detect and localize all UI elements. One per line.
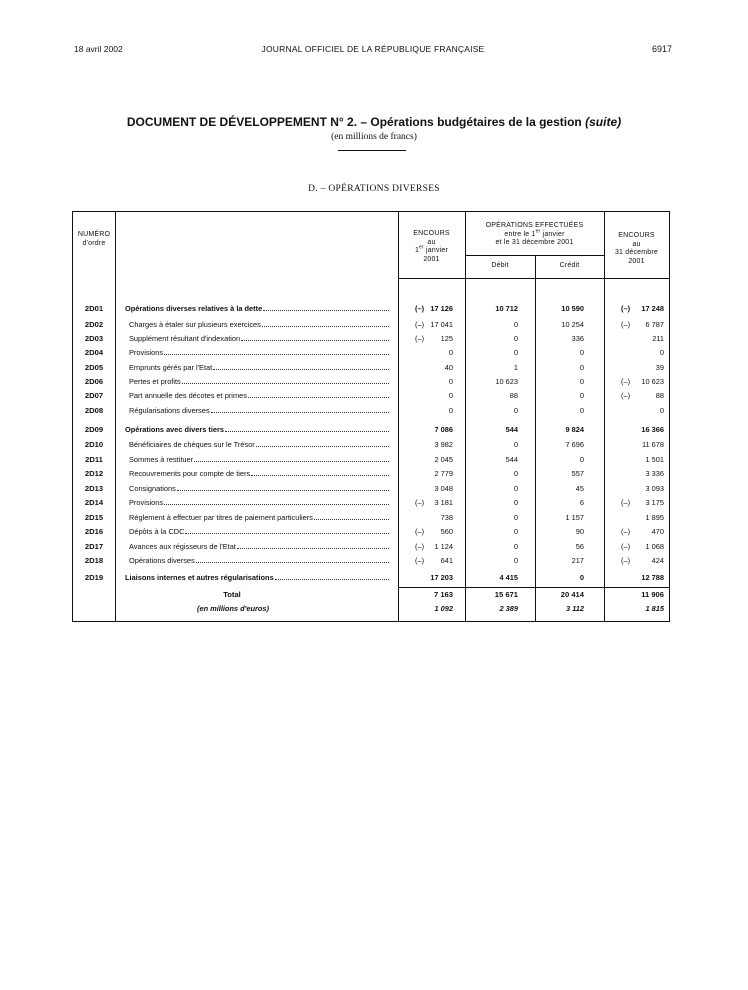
row-code: 2D07 [84, 391, 104, 400]
table-row [73, 360, 669, 374]
row-encours-fin: 1 068 [645, 542, 664, 551]
euro-label: (en millions d'euros) [197, 604, 269, 613]
row-code: 2D03 [84, 334, 104, 343]
table-row [73, 437, 669, 451]
row-code: 2D04 [84, 348, 104, 357]
euro-encours-debut: 1 092 [434, 604, 453, 613]
row-label: Sommes à restituer [129, 455, 389, 464]
row-label: Supplément résultant d'indexation [129, 334, 389, 343]
row-encours-fin: 3 336 [645, 469, 664, 478]
row-code: 2D05 [84, 363, 104, 372]
table-row [73, 481, 669, 495]
row-encours-fin: 1 501 [645, 455, 664, 464]
row-encours-debut: 2 045 [434, 455, 453, 464]
row-credit: 0 [579, 573, 584, 582]
row-code: 2D10 [84, 440, 104, 449]
row-encours-fin-sign: (–) [621, 304, 631, 313]
row-encours-fin: 11 678 [641, 440, 664, 449]
operations-table [72, 211, 670, 622]
row-debit: 10 623 [495, 377, 518, 386]
row-encours-debut: 738 [440, 513, 453, 522]
row-debit: 88 [509, 391, 518, 400]
unit-note: (en millions de francs) [331, 132, 417, 142]
row-encours-debut-sign: (–) [415, 304, 425, 313]
table-row [73, 345, 669, 359]
row-encours-fin: 6 787 [645, 320, 664, 329]
row-label: Dépôts à la CDC [129, 527, 389, 536]
row-label: Recouvrements pour compte de tiers [129, 469, 389, 478]
row-encours-fin-sign: (–) [621, 527, 631, 536]
row-code: 2D14 [84, 498, 104, 507]
row-encours-fin: 12 788 [641, 573, 664, 582]
row-credit: 56 [575, 542, 584, 551]
row-label: Part annuelle des décotes et primes [129, 391, 389, 400]
row-encours-fin: 1 895 [645, 513, 664, 522]
total-debit: 15 671 [494, 590, 518, 599]
row-code: 2D09 [84, 425, 104, 434]
table-row [73, 422, 669, 436]
table-row [73, 570, 669, 584]
header-rule [398, 278, 465, 279]
row-credit: 9 824 [565, 425, 584, 434]
table-row [73, 301, 669, 315]
header-numero: NUMÉRO d'ordre [77, 231, 111, 247]
row-debit: 10 712 [495, 304, 518, 313]
row-encours-debut: 17 041 [430, 320, 453, 329]
row-credit: 0 [579, 377, 584, 386]
row-encours-fin: 88 [655, 391, 664, 400]
page-number: 6917 [651, 44, 672, 54]
table-row [73, 452, 669, 466]
row-label: Avances aux régisseurs de l'Etat [129, 542, 389, 551]
row-encours-fin: 3 093 [645, 484, 664, 493]
row-credit: 10 590 [561, 304, 584, 313]
table-row [73, 331, 669, 345]
row-debit: 0 [513, 484, 518, 493]
row-encours-fin: 16 366 [641, 425, 664, 434]
row-encours-debut: 0 [448, 377, 453, 386]
document-title-suite: (suite) [585, 115, 622, 129]
row-label: Opérations diverses relatives à la dette [125, 304, 389, 313]
row-encours-fin: 17 248 [641, 304, 664, 313]
row-encours-debut: 560 [440, 527, 453, 536]
header-operations: OPÉRATIONS EFFECTUÉES entre le 1er janvier et le 31 décembre 2001 [485, 222, 584, 246]
row-encours-debut: 3 048 [434, 484, 453, 493]
table-row [73, 553, 669, 567]
row-label: Régularisations diverses [129, 406, 389, 415]
row-encours-debut: 17 126 [430, 304, 453, 313]
row-code: 2D12 [84, 469, 104, 478]
row-credit: 90 [575, 527, 584, 536]
row-encours-debut: 3 982 [434, 440, 453, 449]
row-encours-debut: 17 203 [430, 573, 453, 582]
row-label: Emprunts gérés par l'Etat [129, 363, 389, 372]
total-credit: 20 414 [560, 590, 584, 599]
row-encours-fin: 10 623 [641, 377, 664, 386]
row-encours-debut-sign: (–) [415, 556, 425, 565]
row-code: 2D06 [84, 377, 104, 386]
header-encours-fin: ENCOURS au 31 décembre 2001 [614, 232, 659, 265]
row-debit: 0 [513, 334, 518, 343]
row-encours-fin-sign: (–) [621, 391, 631, 400]
row-credit: 10 254 [561, 320, 584, 329]
row-encours-fin: 470 [651, 527, 664, 536]
running-header [74, 44, 672, 58]
row-encours-fin-sign: (–) [621, 320, 631, 329]
row-label: Règlement à effectuer par titres de paiement particuliers [129, 513, 389, 522]
header-encours-debut: ENCOURS au 1er janvier 2001 [413, 230, 450, 263]
row-encours-fin: 0 [659, 406, 664, 415]
row-encours-fin-sign: (–) [621, 498, 631, 507]
header-rule [465, 278, 604, 279]
total-encours-debut: 7 163 [433, 590, 453, 599]
row-credit: 0 [579, 363, 584, 372]
euro-credit: 3 112 [566, 604, 584, 613]
section-heading: D. – OPÉRATIONS DIVERSES [308, 184, 440, 194]
row-encours-debut: 7 086 [434, 425, 453, 434]
row-credit: 0 [579, 348, 584, 357]
document-title-main: DOCUMENT DE DÉVELOPPEMENT N° 2. – Opérations budgétaires de la gestion [126, 115, 582, 129]
row-code: 2D18 [84, 556, 104, 565]
row-encours-debut: 2 779 [434, 469, 453, 478]
row-label: Charges à étaler sur plusieurs exercices [129, 320, 389, 329]
row-debit: 0 [513, 406, 518, 415]
table-row [73, 466, 669, 480]
row-credit: 0 [579, 455, 584, 464]
table-row [73, 495, 669, 509]
header-credit: Crédit [559, 262, 580, 269]
row-code: 2D19 [84, 573, 104, 582]
table-row [73, 524, 669, 538]
row-encours-fin: 39 [655, 363, 664, 372]
row-code: 2D01 [84, 304, 104, 313]
issue-date: 18 avril 2002 [74, 44, 123, 54]
row-code: 2D17 [84, 542, 104, 551]
row-credit: 336 [571, 334, 584, 343]
row-label: Opérations avec divers tiers [125, 425, 389, 434]
row-label: Provisions [129, 498, 389, 507]
row-debit: 0 [513, 469, 518, 478]
row-debit: 4 415 [499, 573, 518, 582]
row-debit: 0 [513, 348, 518, 357]
row-encours-debut: 3 181 [434, 498, 453, 507]
euro-debit: 2 389 [499, 604, 518, 613]
row-encours-debut: 0 [448, 391, 453, 400]
row-credit: 217 [571, 556, 584, 565]
header-rule [604, 278, 669, 279]
row-encours-debut: 0 [448, 406, 453, 415]
row-debit: 0 [513, 513, 518, 522]
row-encours-fin-sign: (–) [621, 377, 631, 386]
row-debit: 0 [513, 556, 518, 565]
row-encours-debut: 1 124 [434, 542, 453, 551]
row-label: Consignations [129, 484, 389, 493]
row-encours-debut: 40 [444, 363, 453, 372]
row-credit: 6 [579, 498, 584, 507]
total-rule [398, 587, 669, 588]
header-debit: Débit [491, 262, 509, 269]
row-label: Pertes et profits [129, 377, 389, 386]
row-label: Bénéficiaires de chèques sur le Trésor [129, 440, 389, 449]
row-encours-fin: 424 [651, 556, 664, 565]
row-encours-debut-sign: (–) [415, 527, 425, 536]
header-rule [465, 255, 604, 256]
title-divider [338, 150, 406, 151]
table-row [73, 403, 669, 417]
row-credit: 557 [571, 469, 584, 478]
row-code: 2D08 [84, 406, 104, 415]
row-debit: 544 [505, 455, 518, 464]
row-code: 2D15 [84, 513, 104, 522]
row-encours-fin: 211 [652, 334, 664, 343]
row-credit: 0 [579, 406, 584, 415]
row-encours-debut: 0 [448, 348, 453, 357]
row-debit: 0 [513, 527, 518, 536]
row-encours-debut: 641 [440, 556, 453, 565]
row-credit: 7 696 [565, 440, 584, 449]
row-encours-fin-sign: (–) [621, 542, 631, 551]
table-row [73, 539, 669, 553]
row-code: 2D13 [84, 484, 104, 493]
row-encours-debut-sign: (–) [415, 320, 425, 329]
row-encours-fin: 0 [659, 348, 664, 357]
row-encours-fin: 3 175 [645, 498, 664, 507]
row-debit: 0 [513, 440, 518, 449]
row-debit: 0 [513, 320, 518, 329]
row-label: Opérations diverses [129, 556, 389, 565]
row-label: Provisions [129, 348, 389, 357]
row-encours-debut-sign: (–) [415, 498, 425, 507]
row-debit: 544 [505, 425, 518, 434]
row-encours-fin-sign: (–) [621, 556, 631, 565]
row-credit: 1 157 [565, 513, 584, 522]
table-row [73, 317, 669, 331]
document-title [60, 115, 688, 129]
row-debit: 1 [513, 363, 518, 372]
row-code: 2D02 [84, 320, 104, 329]
row-encours-debut: 125 [440, 334, 453, 343]
total-encours-fin: 11 906 [641, 590, 664, 599]
journal-title: JOURNAL OFFICIEL DE LA RÉPUBLIQUE FRANÇAISE [261, 44, 485, 54]
table-row [73, 510, 669, 524]
row-code: 2D16 [84, 527, 104, 536]
row-label: Liaisons internes et autres régularisations [125, 573, 389, 582]
row-encours-debut-sign: (–) [415, 542, 425, 551]
row-encours-debut-sign: (–) [415, 334, 425, 343]
total-label: Total [223, 590, 241, 599]
table-row [73, 374, 669, 388]
row-debit: 0 [513, 542, 518, 551]
row-credit: 0 [579, 391, 584, 400]
table-row [73, 388, 669, 402]
row-code: 2D11 [85, 455, 103, 464]
row-debit: 0 [513, 498, 518, 507]
euro-encours-fin: 1 815 [645, 604, 664, 613]
row-credit: 45 [575, 484, 584, 493]
